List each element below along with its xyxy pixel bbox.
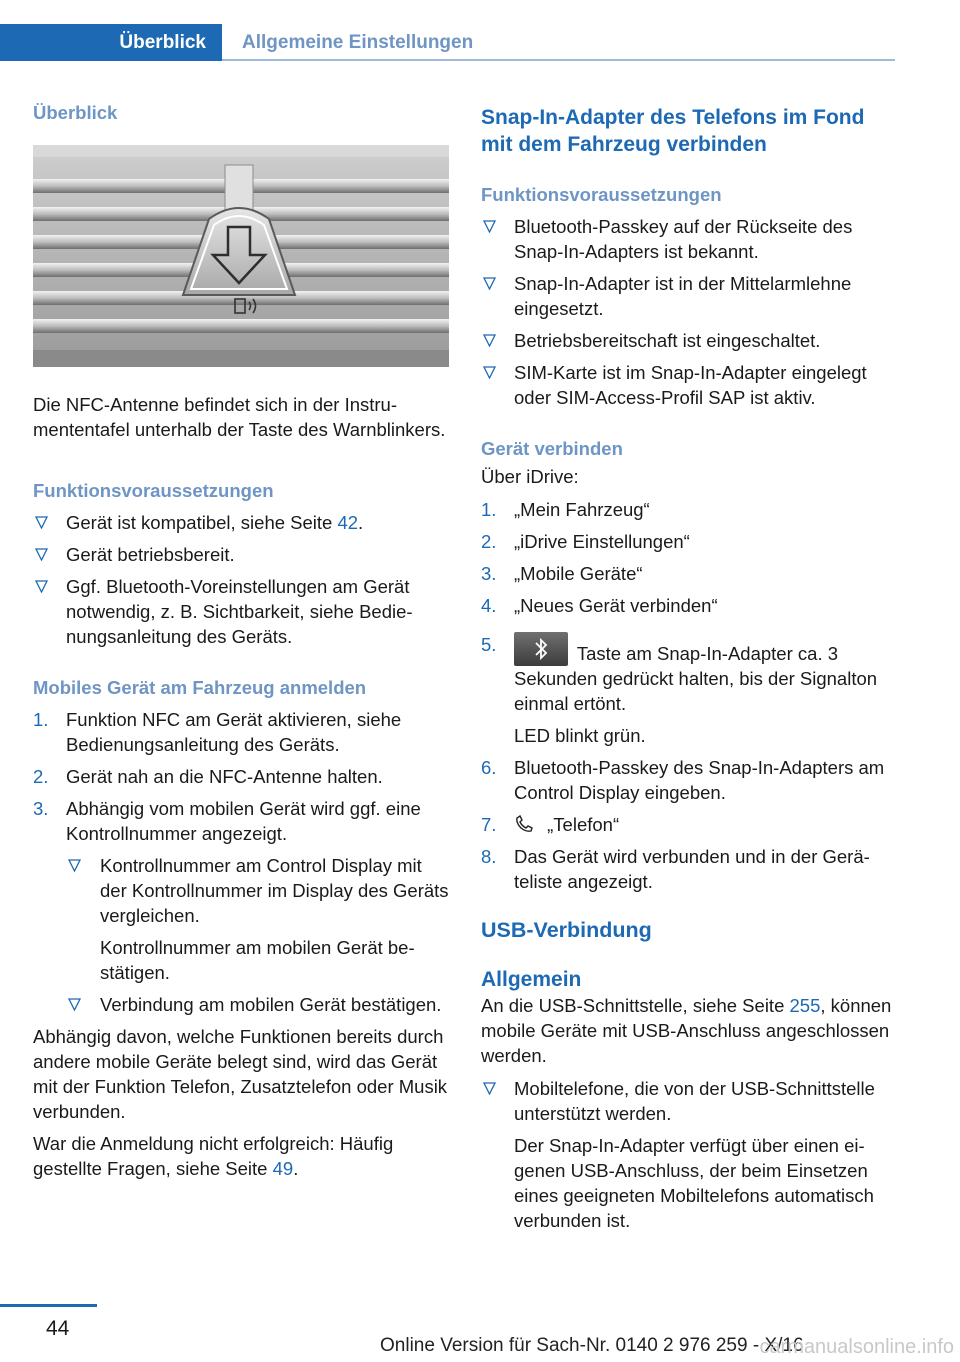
triangle-bullet-icon: [483, 1082, 496, 1095]
paragraph-faq: War die Anmeldung nicht erfolgreich: Häufig gestellte Fragen, siehe Seite 49.: [33, 1133, 394, 1179]
tab-ueberblick[interactable]: Überblick: [0, 24, 222, 61]
list-item: Gerät ist kompatibel, siehe Seite 42.: [33, 510, 449, 535]
list-item: Bluetooth-Passkey auf der Rückseite des Snap-In-Adapters ist bekannt.: [481, 214, 899, 264]
left-column: [33, 100, 449, 1181]
list-item: Mobiltelefone, die von der USB-Schnittstelle unterstützt werden. Der Snap-In-Adapter verfügt über einen eigenen USB-Anschluss, der beim Einsetzen eines geeigneten Mobiltelefons automatisch verbunden ist.: [481, 1076, 899, 1233]
nfc-antenna-photo: [33, 145, 449, 372]
header-bar: [0, 24, 895, 61]
triangle-bullet-icon: [35, 580, 48, 593]
paragraph-functions: Abhängig davon, welche Funktionen bereits durch andere mobile Geräte belegt sind, wird das Gerät mit der Funktion Telefon, Zusatztelefon oder Musik verbunden.: [33, 1026, 448, 1122]
header-rule: [222, 59, 895, 61]
bluetooth-button-icon: [514, 632, 568, 666]
triangle-bullet-icon: [483, 220, 496, 233]
triangle-bullet-icon: [35, 548, 48, 561]
triangle-bullet-icon: [483, 277, 496, 290]
list-item: SIM-Karte ist im Snap-In-Adapter eingelegt oder SIM-Access-Profil SAP ist aktiv.: [481, 360, 899, 410]
list-item: Gerät betriebsbereit.: [33, 542, 449, 567]
list-item: Ggf. Bluetooth-Voreinstellungen am Gerät notwendig, z. B. Sichtbarkeit, siehe Bedienungsanleitung des Geräts.: [33, 574, 449, 649]
step-item: 2. Gerät nah an die NFC-Antenne halten.: [33, 766, 383, 787]
page-link-49[interactable]: 49: [272, 1158, 294, 1179]
list-item: Snap-In-Adapter ist in der Mittelarmlehne eingesetzt.: [481, 271, 899, 321]
triangle-bullet-icon: [68, 998, 81, 1011]
usb-paragraph: An die USB-Schnittstelle, siehe Seite 255, können mobile Geräte mit USB-Anschluss angeschlossen werden.: [481, 995, 892, 1066]
page-number: 44: [46, 1317, 70, 1340]
triangle-bullet-icon: [483, 334, 496, 347]
sub-list-item: Verbindung am mobilen Gerät bestätigen.: [66, 992, 449, 1017]
step-item: 3. Abhängig vom mobilen Gerät wird ggf. eine Kontrollnummer angezeigt. Kontrollnummer am Control Display mit der Kontrollnummer im Display des Geräts vergleichen. Kontrollnummer am mobilen Gerät bestätigen. Verbindung am mobilen Gerät bestätigen.: [33, 798, 449, 1015]
footer-rule: [0, 1304, 97, 1307]
step-item: 5. Taste am Snap-In-Adapter ca. 3 Sekunden gedrückt halten, bis der Signalton einmal ertönt. LED blinkt grün.: [481, 634, 878, 746]
step-item: 3. „Mobile Geräte“: [481, 563, 643, 584]
triangle-bullet-icon: [35, 516, 48, 529]
page-link-255[interactable]: 255: [789, 995, 821, 1016]
phone-icon: [514, 815, 536, 833]
step-item: 8. Das Gerät wird verbunden und in der Geräteliste angezeigt.: [481, 846, 870, 892]
heading-mobiles-geraet-anmelden: Mobiles Gerät am Fahrzeug anmelden: [33, 677, 367, 698]
section-title-ueberblick: Überblick: [33, 102, 118, 123]
step-item: 1. „Mein Fahrzeug“: [481, 499, 650, 520]
right-column: [481, 100, 899, 1233]
heading-funktionsvoraussetzungen-right: Funktionsvoraussetzungen: [481, 184, 722, 205]
image-caption: Die NFC-Antenne befindet sich in der Instrumententafel unterhalb der Taste des Warnblinkers.: [33, 394, 446, 440]
connect-intro: Über iDrive:: [481, 466, 579, 487]
step-item: 7. „Telefon“: [481, 814, 620, 835]
step-item: 1. Funktion NFC am Gerät aktivieren, siehe Bedienungsanleitung des Geräts.: [33, 709, 402, 755]
heading-geraet-verbinden: Gerät verbinden: [481, 438, 623, 459]
triangle-bullet-icon: [68, 859, 81, 872]
online-version-note: Online Version für Sach-Nr. 0140 2 976 259 - X/16: [380, 1335, 804, 1356]
tab-allgemeine-einstellungen[interactable]: Allgemeine Einstellungen: [242, 32, 474, 53]
triangle-bullet-icon: [483, 366, 496, 379]
step-item: 6. Bluetooth-Passkey des Snap-In-Adapters am Control Display eingeben.: [481, 757, 885, 803]
watermark: carmanualsonline.info: [759, 1336, 954, 1358]
section-title-snap-in: Snap-In-Adapter des Telefons im Fond mit dem Fahrzeug verbinden: [481, 106, 865, 156]
step-item: 2. „iDrive Einstellungen“: [481, 531, 690, 552]
step-item: 4. „Neues Gerät verbinden“: [481, 595, 718, 616]
list-item: Betriebsbereitschaft ist eingeschaltet.: [481, 328, 899, 353]
heading-funktionsvoraussetzungen: Funktionsvoraussetzungen: [33, 480, 274, 501]
heading-usb-verbindung: USB-Verbindung: [481, 918, 652, 942]
heading-allgemein: Allgemein: [481, 968, 582, 991]
page-link-42[interactable]: 42: [337, 512, 359, 533]
sub-list-item: Kontrollnummer am Control Display mit der Kontrollnummer im Display des Geräts vergleichen. Kontrollnummer am mobilen Gerät bestätigen.: [66, 853, 449, 985]
